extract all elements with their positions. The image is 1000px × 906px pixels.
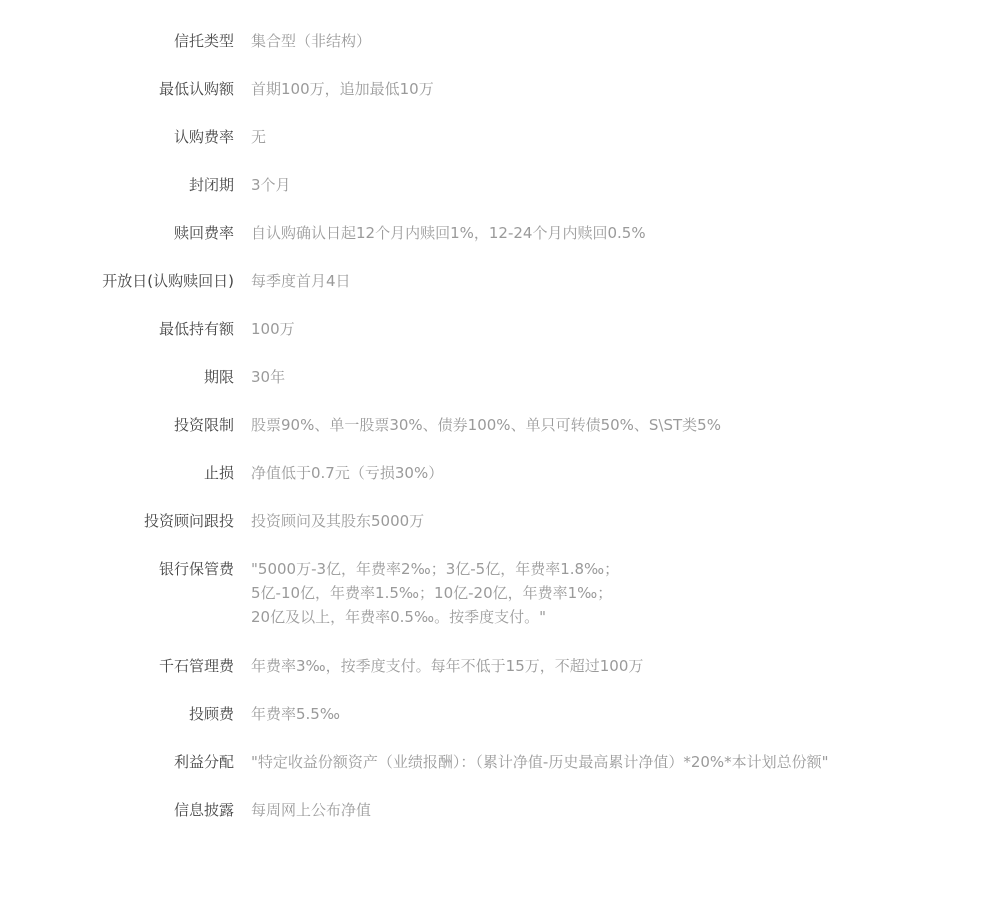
- info-row-open-day: [0, 269, 1000, 293]
- row-value: 无: [251, 128, 267, 146]
- info-row-stop-loss: [0, 461, 1000, 485]
- info-row-term: [0, 365, 1000, 389]
- row-label: 千石管理费: [158, 657, 234, 675]
- info-row-trust-type: [0, 29, 1000, 53]
- row-label: 最低认购额: [158, 80, 234, 98]
- row-label: 银行保管费: [158, 560, 234, 578]
- info-row-subscription-fee: [0, 125, 1000, 149]
- row-value: 股票90%、单一股票30%、债券100%、单只可转债50%、S\ST类5%: [251, 416, 721, 434]
- row-label: 开放日(认购赎回日): [102, 272, 234, 290]
- info-row-redemption-fee: [0, 221, 1000, 245]
- custody-fee-line-3: 20亿及以上，年费率0.5‰。按季度支付。": [251, 608, 546, 626]
- info-row-advisor-coinvest: [0, 509, 1000, 533]
- row-value: 投资顾问及其股东5000万: [251, 512, 425, 530]
- row-label: 期限: [203, 368, 234, 386]
- row-label: 赎回费率: [173, 224, 234, 242]
- row-label: 投资顾问跟投: [143, 512, 234, 530]
- info-row-lockup-period: [0, 173, 1000, 197]
- info-row-profit-distribution: [0, 750, 1000, 774]
- row-label: 最低持有额: [158, 320, 234, 338]
- row-label: 认购费率: [173, 128, 234, 146]
- row-label: 利益分配: [173, 753, 234, 771]
- info-row-advisory-fee: [0, 702, 1000, 726]
- info-row-bank-custody-fee: [0, 557, 1000, 629]
- row-label: 封闭期: [188, 176, 234, 194]
- row-label: 止损: [203, 464, 234, 482]
- info-row-management-fee: [0, 654, 1000, 678]
- row-value: 年费率5.5‰: [251, 705, 340, 723]
- row-value: 每季度首月4日: [251, 272, 351, 290]
- row-label: 信托类型: [173, 32, 234, 50]
- row-value: 首期100万，追加最低10万: [251, 80, 434, 98]
- row-label: 投顾费: [188, 705, 234, 723]
- row-value: "特定收益份额资产（业绩报酬）：（累计净值-历史最高累计净值）*20%*本计划总份额": [251, 753, 829, 771]
- row-value: 30年: [251, 368, 286, 386]
- row-value: 集合型（非结构）: [251, 32, 372, 50]
- row-value: 每周网上公布净值: [251, 801, 372, 819]
- info-row-min-subscription: [0, 77, 1000, 101]
- row-label: 信息披露: [173, 801, 234, 819]
- row-value: 年费率3‰，按季度支付。每年不低于15万，不超过100万: [251, 657, 644, 675]
- row-value: 100万: [251, 320, 295, 338]
- custody-fee-line-2: 5亿-10亿，年费率1.5‰；10亿-20亿，年费率1‰；: [251, 584, 613, 602]
- trust-info-list: [0, 29, 1000, 846]
- custody-fee-line-1: "5000万-3亿，年费率2‰；3亿-5亿，年费率1.8‰；: [251, 560, 620, 578]
- row-label: 投资限制: [173, 416, 234, 434]
- row-value: 净值低于0.7元（亏损30%）: [251, 464, 444, 482]
- info-row-disclosure: [0, 798, 1000, 822]
- info-row-investment-limits: [0, 413, 1000, 437]
- row-value: 自认购确认日起12个月内赎回1%，12-24个月内赎回0.5%: [251, 224, 646, 242]
- row-value: 3个月: [251, 176, 291, 194]
- row-value: [251, 557, 619, 629]
- info-row-min-holding: [0, 317, 1000, 341]
